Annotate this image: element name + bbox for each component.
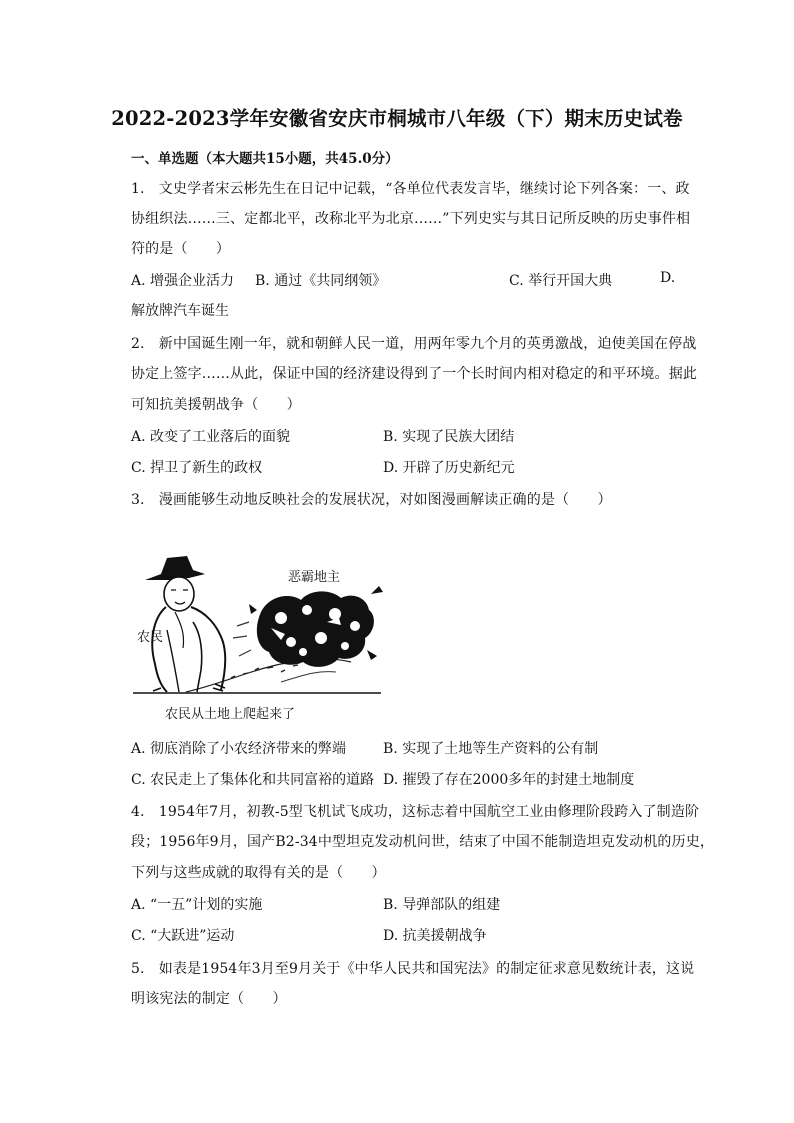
q1-stem-line1: 1. 文史学者宋云彬先生在日记中记载，“各单位代表发言毕，继续讨论下列各案：一、政: [131, 181, 690, 197]
q4-stem-line2: 段；1956年9月，国产B2-34中型坦克发动机问世，结束了中国不能制造坦克发动机的历史，: [131, 834, 715, 850]
cartoon-caption: 农民从土地上爬起来了: [165, 707, 296, 722]
q4-option-c: C. “大跃进”运动: [131, 928, 235, 944]
q2-option-c: C. 捍卫了新生的政权: [131, 460, 263, 476]
cartoon-illustration: [131, 552, 391, 697]
q5-stem-line1: 5. 如表是1954年3月至9月关于《中华人民共和国宪法》的制定征求意见数统计表，这说: [131, 961, 695, 977]
q4-stem-line1: 4. 1954年7月，初教-5型飞机试飞成功，这标志着中国航空工业由修理阶段跨入了制造阶: [131, 804, 700, 820]
exam-title: 2022-2023学年安徽省安庆市桐城市八年级（下）期末历史试卷: [111, 107, 683, 130]
q4-option-b: B. 导弹部队的组建: [383, 897, 501, 913]
q3-stem: 3. 漫画能够生动地反映社会的发展状况，对如图漫画解读正确的是（ ）: [131, 492, 612, 508]
q1-stem-line2: 协组织法……三、定都北平，改称北平为北京……”下列史实与其日记所反映的历史事件相: [131, 211, 691, 227]
q3-option-b: B. 实现了土地等生产资料的公有制: [383, 741, 599, 757]
cartoon-label-landlord: 恶霸地主: [288, 570, 341, 585]
q2-option-d: D. 开辟了历史新纪元: [383, 460, 515, 476]
q1-stem-line3: 符的是（ ）: [131, 241, 231, 257]
q1-option-d-text: 解放牌汽车诞生: [131, 303, 229, 319]
q1-option-b: B. 通过《共同纲领》: [255, 273, 387, 289]
q5-stem-line2: 明该宪法的制定（ ）: [131, 991, 287, 1007]
q3-option-c: C. 农民走上了集体化和共同富裕的道路: [131, 772, 375, 788]
q3-option-d: D. 摧毁了存在2000多年的封建土地制度: [383, 772, 635, 788]
q4-option-d: D. 抗美援朝战争: [383, 928, 487, 944]
q2-stem-line2: 协定上签字……从此，保证中国的经济建设得到了一个长时间内相对稳定的和平环境。据此: [131, 366, 697, 382]
q1-option-a: A. 增强企业活力: [131, 273, 235, 289]
q4-stem-line3: 下列与这些成就的取得有关的是（ ）: [131, 865, 386, 881]
q2-stem-line1: 2. 新中国诞生刚一年，就和朝鲜人民一道，用两年零九个月的英勇激战，迫使美国在停战: [131, 336, 697, 352]
section-heading: 一、单选题（本大题共15小题，共45.0分）: [131, 151, 399, 167]
q2-stem-line3: 可知抗美援朝战争（ ）: [131, 397, 301, 413]
q4-option-a: A. “一五”计划的实施: [131, 897, 263, 913]
q1-option-c: C. 举行开国大典: [509, 273, 613, 289]
cartoon-label-farmer: 农民: [137, 630, 164, 645]
q1-option-d: D.: [660, 270, 676, 286]
q2-option-a: A. 改变了工业落后的面貌: [131, 429, 291, 445]
q3-option-a: A. 彻底消除了小农经济带来的弊端: [131, 741, 347, 757]
q2-option-b: B. 实现了民族大团结: [383, 429, 515, 445]
